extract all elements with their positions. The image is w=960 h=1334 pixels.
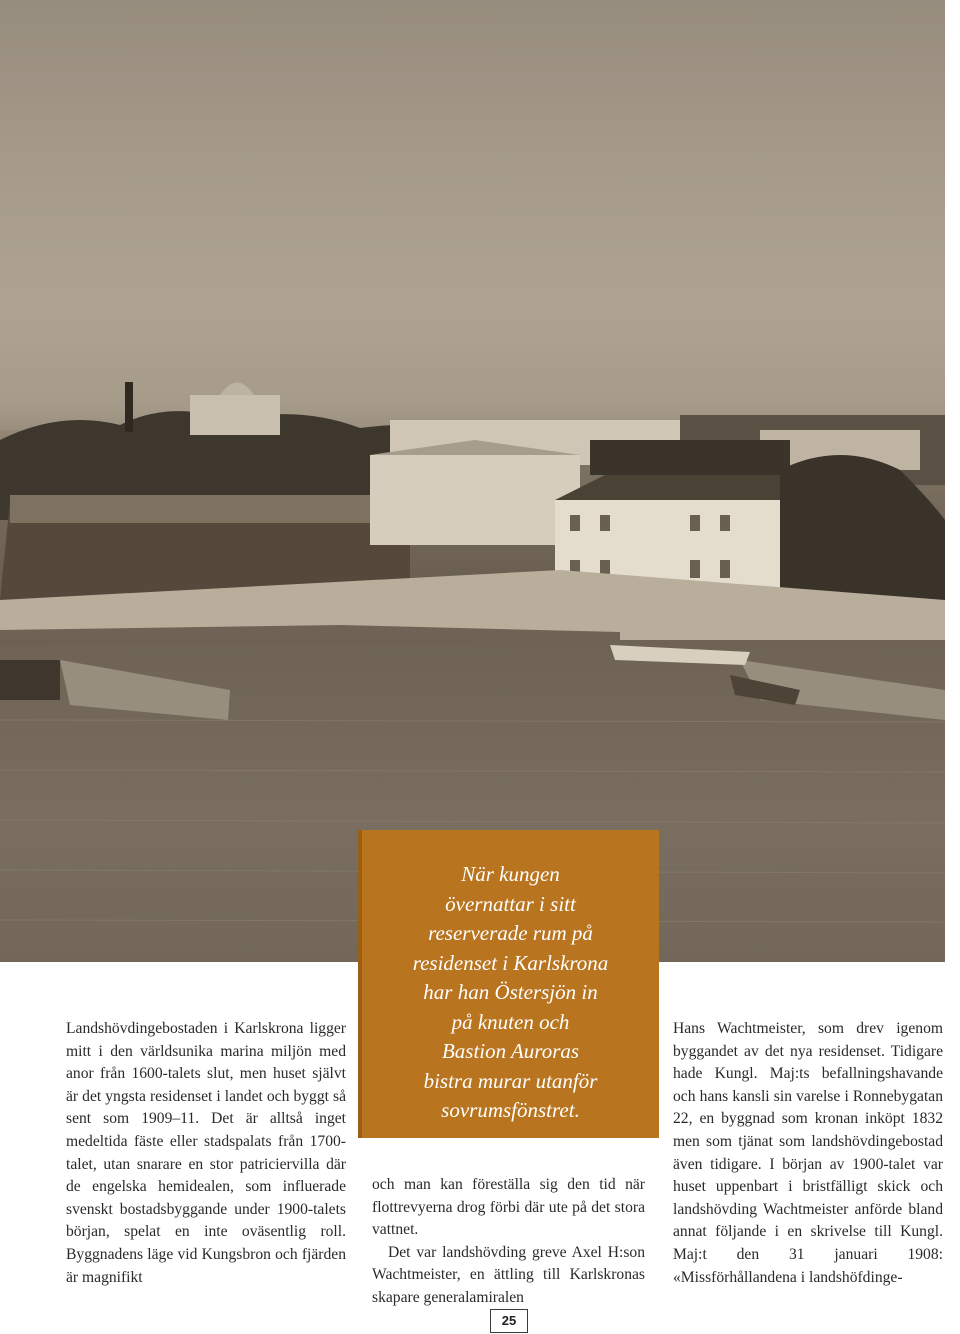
text-column-left bbox=[66, 1018, 346, 1289]
body-paragraph: och man kan föreställa sig den tid när flottrevyerna drog förbi där ute på det stora vattnet. bbox=[372, 1176, 645, 1239]
pull-quote-box bbox=[362, 830, 659, 1138]
body-paragraph: Hans Wachtmeister, som drev igenom byggandet av det nya residenset. Tidigare hade Kungl. Maj:ts befallningshavande och hans kansli sin varelse i Ronnebygatan 22, en byggnad som kronan inköpt 1832 men som tjänat som landshövdingebostad även tidigare. I början av 1900-talet var huset uppenbart i bristfälligt skick och landshövding Wachtmeister anförde bland annat följande i en skrivelse till Kungl. Maj:t den 31 januari 1908: «Missförhållandena i landshöfdinge- bbox=[673, 1020, 943, 1286]
page-number: 25 bbox=[490, 1309, 528, 1333]
body-paragraph: Landshövdingebostaden i Karlskrona ligger mitt i den världsunika marina miljön med anor från 1600-talets slut, men huset självt är det yngsta residenset i landet och byggt så sent som 1909–11. Det är alltså inget medeltida fäste eller stadspalats från 1700-talet, utan snarare en stor patriciervilla där de engelska hemidealen, som influerade svenskt bostadsbyggande under 1900-talets början, spelat en inte oväsentlig roll. Byggnadens läge vid Kungsbron och fjärden är magnifikt bbox=[66, 1020, 346, 1286]
text-column-right bbox=[673, 1018, 943, 1289]
text-column-middle bbox=[372, 1174, 645, 1310]
pull-quote-text: När kungen övernattar i sitt reserverade rum på residenset i Karlskrona har han Östersjön in på knuten och Bastion Auroras bistra murar utanför sovrumsfönstret. bbox=[412, 862, 609, 1122]
body-paragraph: Det var landshövding greve Axel H:son Wachtmeister, en ättling till Karlskronas skapare generalamiralen bbox=[372, 1243, 645, 1306]
